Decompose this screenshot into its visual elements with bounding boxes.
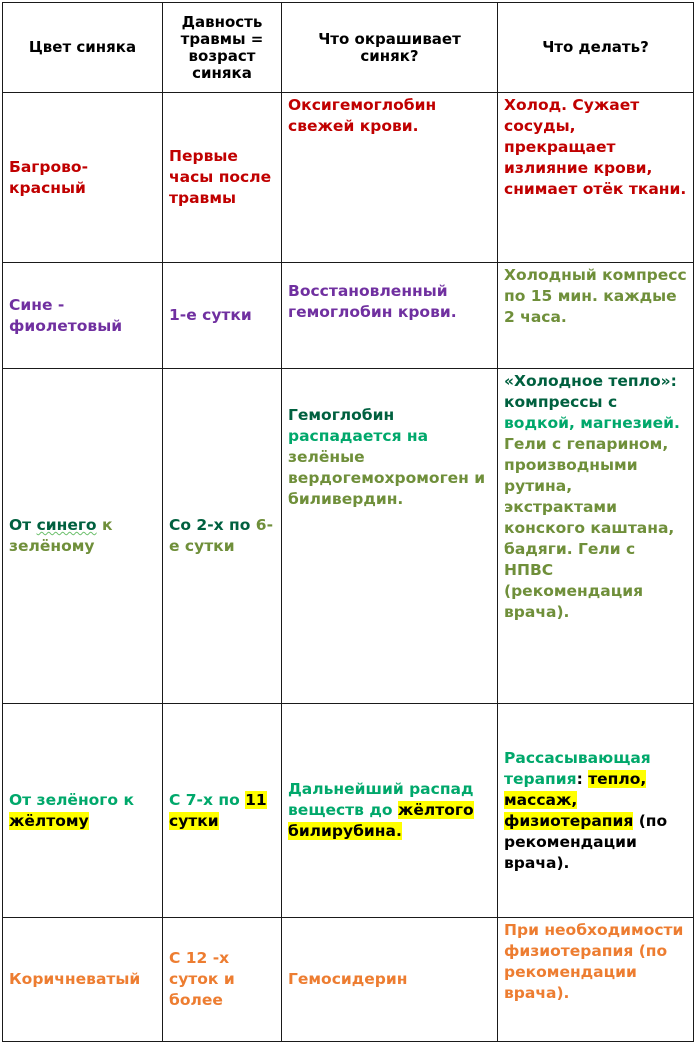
row-cause-cell xyxy=(282,704,498,918)
table-row xyxy=(3,93,694,263)
header-age: Давность травмы = возраст синяка xyxy=(163,3,282,93)
action-text-a: «Холодное тепло»: компрессы с xyxy=(504,372,677,411)
row-age-cell xyxy=(163,704,282,918)
cause-text-a: Гемоглобин xyxy=(288,406,395,424)
color-text-c: к зелёному xyxy=(9,516,113,555)
row-action-cell xyxy=(498,704,694,918)
row-age-cell: 1-е сутки xyxy=(163,263,282,369)
row-color-cell: Сине - фиолетовый xyxy=(3,263,163,369)
cause-text-c: зелёные вердогемохромоген и биливердин. xyxy=(288,448,486,508)
bruise-stages-table xyxy=(2,2,694,1042)
row-cause-cell: Восстановленный гемоглобин крови. xyxy=(282,263,498,369)
header-cause: Что окрашивает синяк? xyxy=(282,3,498,93)
table-row xyxy=(3,369,694,704)
row-color-cell: Багрово-красный xyxy=(3,93,163,263)
action-text-b: : xyxy=(576,769,589,788)
row-age-cell: Первые часы после травмы xyxy=(163,93,282,263)
cause-text-b: распадается на xyxy=(288,427,429,445)
row-color-cell: Коричневатый xyxy=(3,918,163,1042)
row-action-cell xyxy=(498,369,694,704)
header-color: Цвет синяка xyxy=(3,3,163,93)
color-text-a: От зелёного к xyxy=(9,790,134,809)
color-text-b: жёлтому xyxy=(9,811,89,830)
row-action-cell: Холод. Сужает сосуды, прекращает излияние крови, снимает отёк ткани. xyxy=(498,93,694,263)
row-cause-cell: Гемосидерин xyxy=(282,918,498,1042)
cause-text-b: жёлтого билирубина. xyxy=(288,801,474,840)
table-row xyxy=(3,704,694,918)
action-text-c: тепло, массаж, физиотерапия xyxy=(504,769,647,830)
row-age-cell xyxy=(163,369,282,704)
color-text-a: От xyxy=(9,516,37,534)
row-action-cell: При необходимости физиотерапия (по рекомендации врача). xyxy=(498,918,694,1042)
row-color-cell xyxy=(3,704,163,918)
row-cause-cell xyxy=(282,369,498,704)
action-text-b: водкой, магнезией. xyxy=(504,414,680,432)
row-cause-cell: Оксигемоглобин свежей крови. xyxy=(282,93,498,263)
table-row xyxy=(3,263,694,369)
row-color-cell xyxy=(3,369,163,704)
age-text-b: 11 сутки xyxy=(169,790,267,830)
action-text-c: Гели с гепарином, производными рутина, экстрактами конского каштана, бадяги. Гели с НПВС (рекомендация врача). xyxy=(504,435,675,621)
age-text-b: 6-е сутки xyxy=(169,516,274,555)
cause-text-a: Дальнейший распад веществ до xyxy=(288,780,474,819)
row-age-cell: С 12 -х суток и более xyxy=(163,918,282,1042)
row-action-cell: Холодный компресс по 15 мин. каждые 2 часа. xyxy=(498,263,694,369)
header-row xyxy=(3,3,694,93)
color-text-b: синего xyxy=(36,516,97,534)
age-text-a: С 7-х по xyxy=(169,790,246,809)
action-text-d: (по рекомендации врача). xyxy=(504,811,668,872)
table-row xyxy=(3,918,694,1042)
action-text-a: Рассасывающая терапия xyxy=(504,748,651,788)
header-action: Что делать? xyxy=(498,3,694,93)
age-text-a: Со 2-х по xyxy=(169,516,256,534)
